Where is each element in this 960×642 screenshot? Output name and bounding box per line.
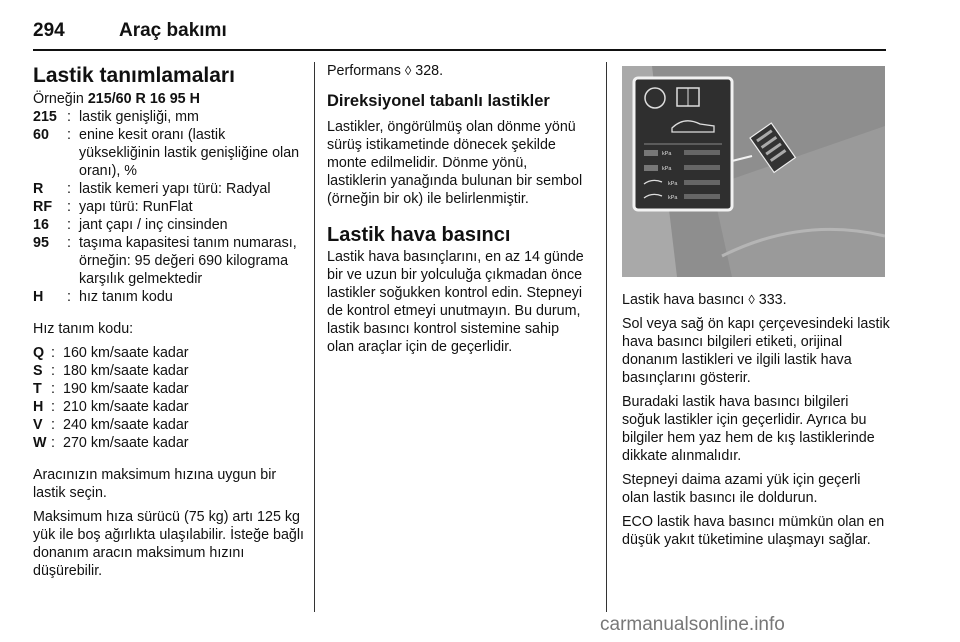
definition-row: 60 : enine kesit oranı (lastik yüksekliğinin lastik genişliğine olan oranı), % [33,127,300,179]
section-title-tire-pressure: Lastik hava basıncı [327,224,511,246]
paragraph: Buradaki lastik hava basıncı bilgileri soğuk lastikler için geçerlidir. Ayrıca bu bilgiler hem yaz hem de kış lastiklerinde dikkate alınmalıdır. [622,394,875,464]
column-divider [314,62,315,612]
paragraph: Stepneyi daima azami yük için geçerli olan lastik basıncı ile doldurun. [622,472,861,506]
chapter-title: Araç bakımı [119,20,227,41]
speed-row: Q : 160 km/saate kadar [33,345,189,361]
column-divider [606,62,607,612]
speed-code-table [33,344,189,452]
paragraph: Aracınızın maksimum hızına uygun bir lastik seçin. [33,467,277,501]
label-kpa-text: kPa [662,166,672,172]
label-kpa-text: kPa [662,151,672,157]
speed-code-intro: Hız tanım kodu: [33,321,134,337]
speed-row: S : 180 km/saate kadar [33,363,189,379]
definition-row: 16 : jant çapı / inç cinsinden [33,217,228,233]
page-reference-icon: ◊ [404,63,412,78]
example-line: Örneğin 215/60 R 16 95 H [33,91,200,107]
header-rule [33,49,886,51]
paragraph: Lastikler, öngörülmüş olan dönme yönü sürüş istikametinde dönecek şekilde monte edilmelidir. Dönme yönü, lastiklerin yanağında bulunan bir sembol (örneğin bir ok) ile belirlenmiştir. [327,119,583,207]
paragraph: Sol veya sağ ön kapı çerçevesindeki lastik hava basıncı bilgileri etiketi, orijinal donanım lastikleri ve ilgili lastik hava basınçlarını gösterir. [622,316,890,386]
speed-row: V : 240 km/saate kadar [33,417,189,433]
tire-code-definitions [33,108,308,306]
performance-reference: Performans ◊ 328. [327,63,444,79]
speed-row: H : 210 km/saate kadar [33,399,189,415]
section-title-tire-designations: Lastik tanımlamaları [33,64,235,87]
page-header [33,18,886,46]
page-reference-icon: ◊ [748,292,755,307]
label-kpa-text: kPa [668,181,678,187]
definition-row: 215 : lastik genişliği, mm [33,109,199,125]
column-left [33,62,308,580]
subsection-title-directional-tires: Direksiyonel tabanlı lastikler [327,92,550,110]
definition-row: 95 : taşıma kapasitesi tanım numarası, örneğin: 95 değeri 690 kilograma karşılık gelmektedir [33,235,297,287]
paragraph: Maksimum hıza sürücü (75 kg) artı 125 kg yük ile boş ağırlıkta ulaşılabilir. İsteğe bağlı donanım aracın maksimum hızını düşürebilir. [33,509,304,579]
example-code: 215/60 R 16 95 H [87,91,200,107]
definition-row: H : hız tanım kodu [33,289,173,305]
paragraph: Lastik hava basınçlarını, en az 14 günde bir ve uzun bir yolculuğa çıkmadan önce lastikler soğukken kontrol edin. Stepneyi de kontrol etmeyi unutmayın. Bu durum, lastik basıncı kontrol sistemine sahip olan araçlar için de geçerlidir. [327,249,584,355]
speed-row: W : 270 km/saate kadar [33,435,189,451]
label-kpa-text: kPa [668,195,678,201]
tire-pressure-label-photo [622,66,885,277]
definition-row: R : lastik kemeri yapı türü: Radyal [33,181,271,197]
page-number: 294 [33,20,65,41]
speed-row: T : 190 km/saate kadar [33,381,189,397]
column-right-text [622,291,890,549]
tire-pressure-reference: Lastik hava basıncı ◊ 333. [622,292,787,308]
definition-row: RF : yapı türü: RunFlat [33,199,193,215]
watermark: carmanualsonline.info [600,614,785,635]
paragraph: ECO lastik hava basıncı mümkün olan en düşük yakıt tüketimine ulaşmayı sağlar. [622,514,885,548]
column-middle [327,62,585,356]
